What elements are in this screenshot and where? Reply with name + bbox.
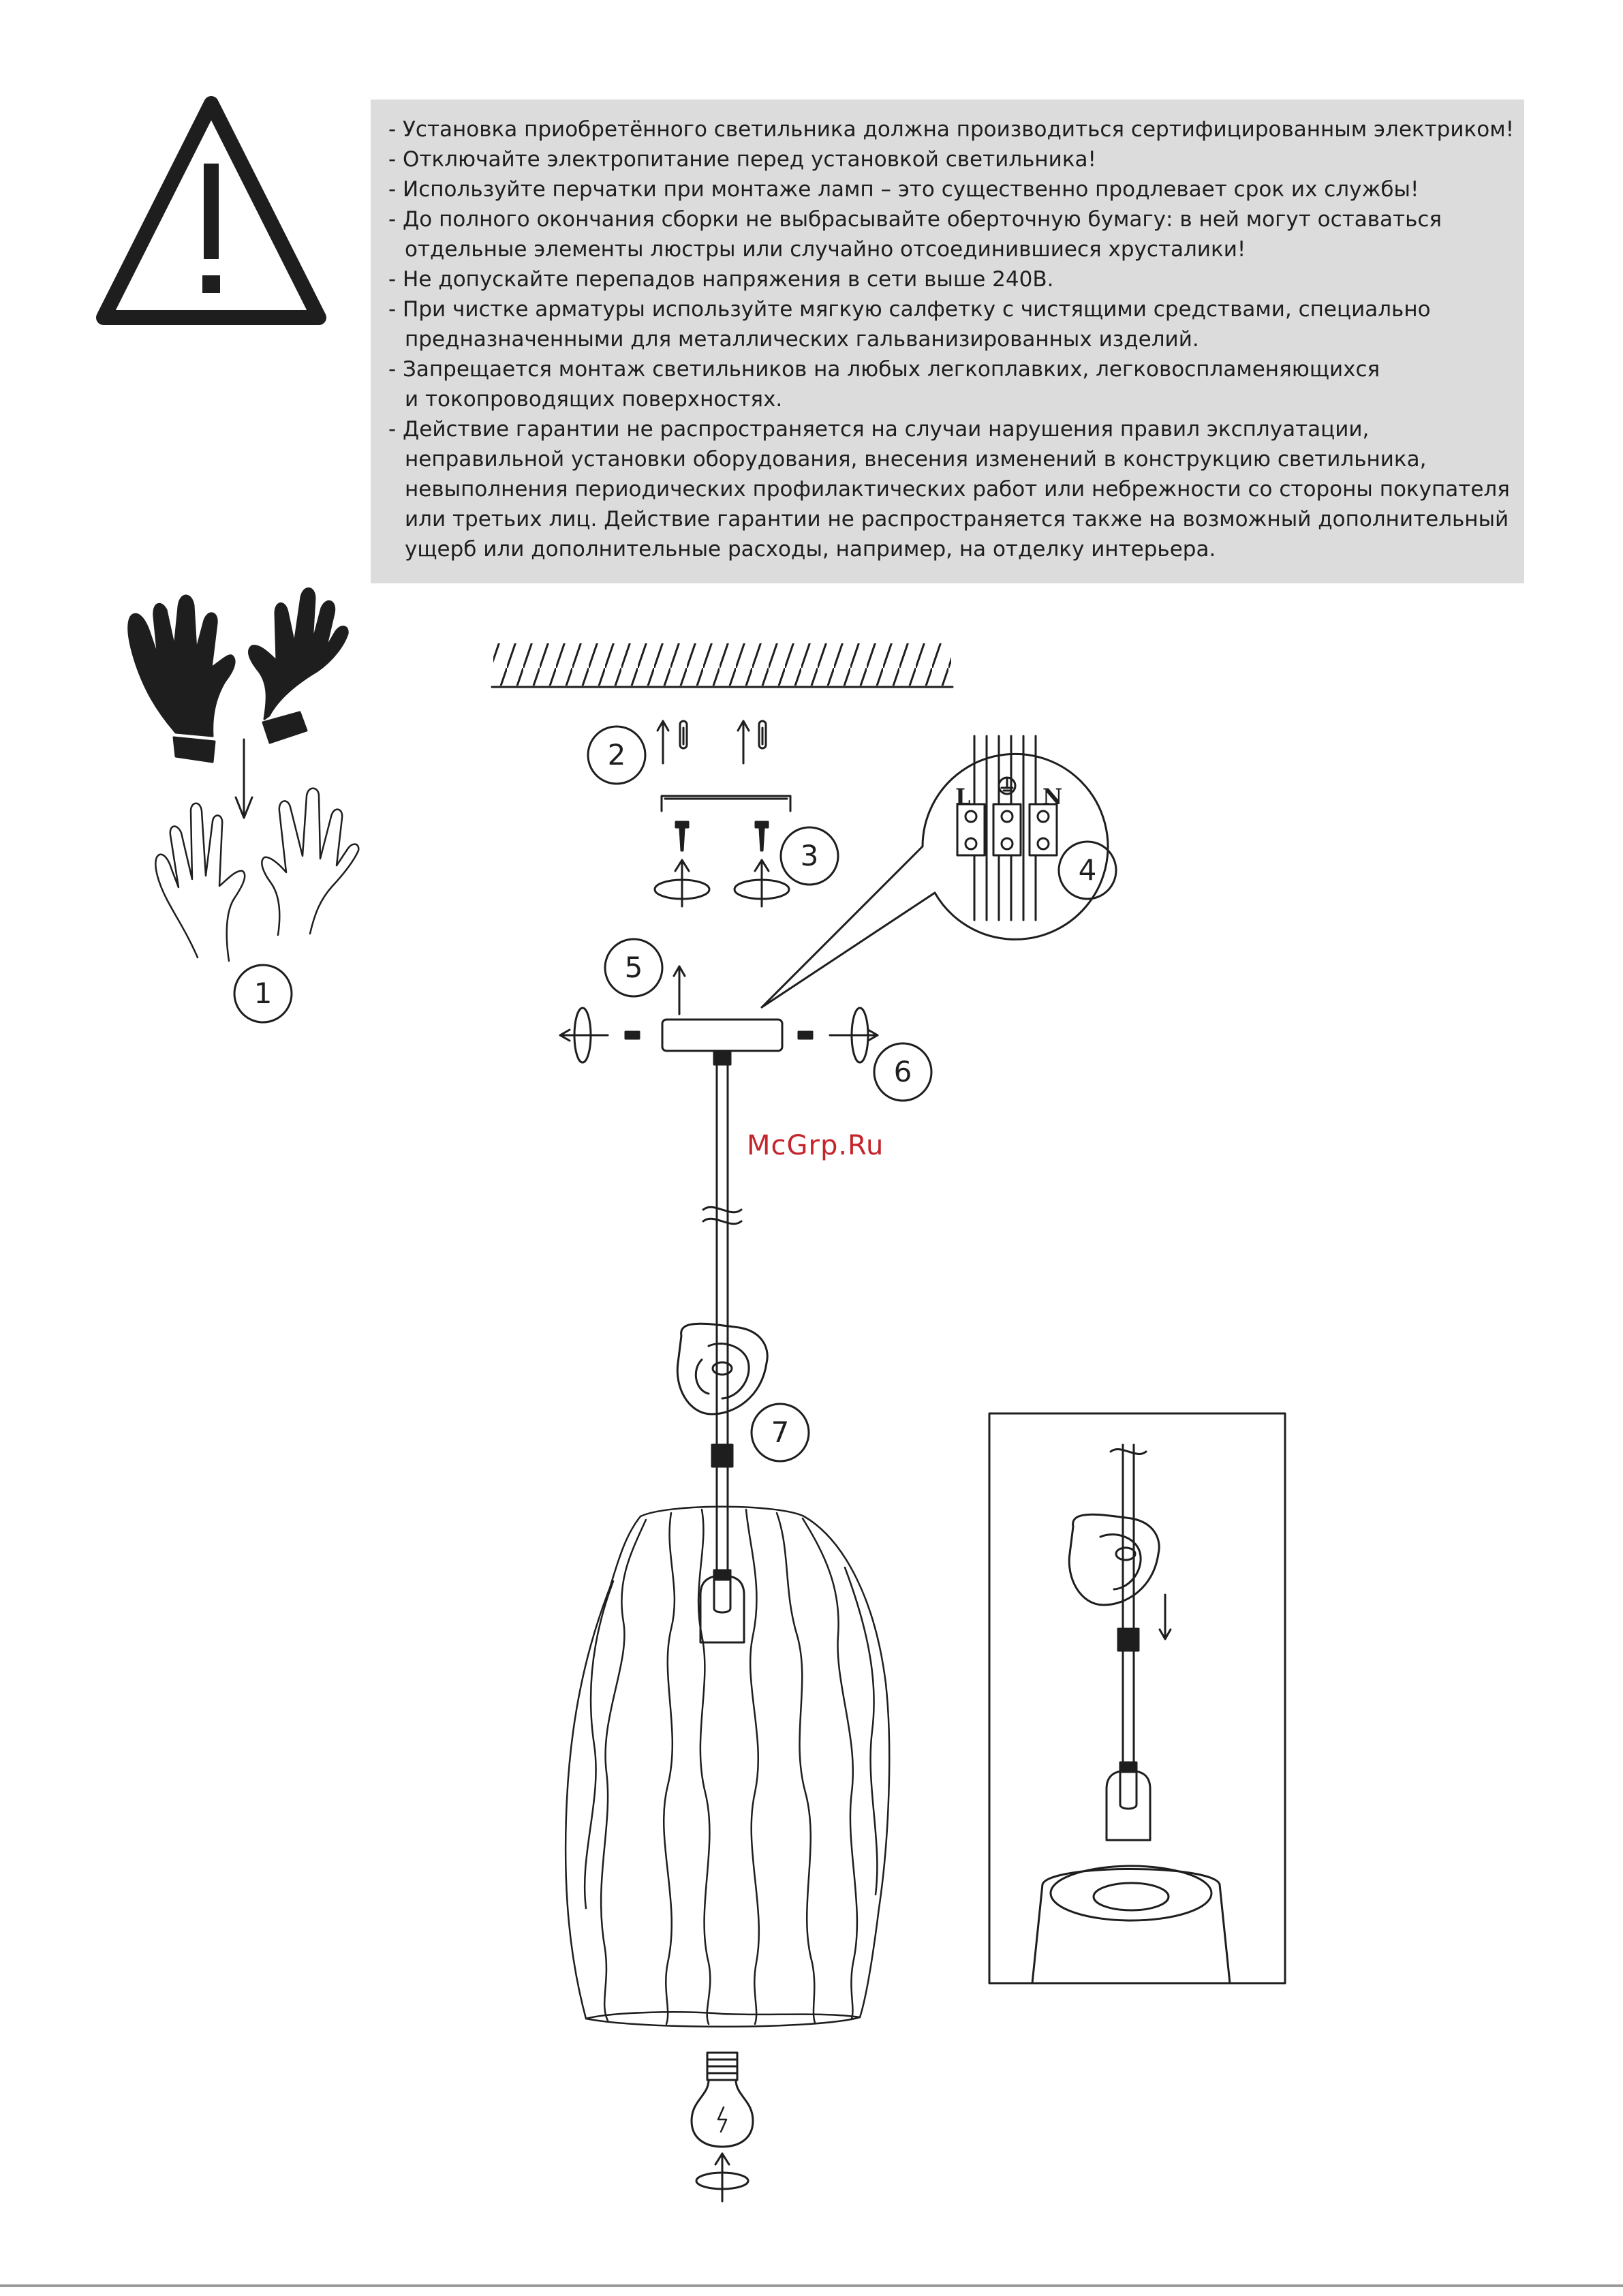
warning-item: - Используйте перчатки при монтаже ламп – это существенно продлевает срок их службы!	[388, 177, 1419, 202]
neutral-terminal-label: N	[1042, 784, 1063, 810]
lamp-shade	[566, 1507, 889, 2027]
warning-item: - Отключайте электропитание перед установкой светильника!	[388, 147, 1096, 172]
bare-hands-icon	[155, 789, 358, 961]
arrow-up-icon	[674, 966, 685, 1014]
warning-item: - Не допускайте перепадов напряжения в сети выше 240В.	[388, 267, 1054, 292]
cable-adjuster	[677, 1323, 767, 1414]
step-number-3: 3	[800, 839, 819, 872]
canopy	[662, 1020, 782, 1065]
ceiling	[492, 643, 953, 687]
step-number-1: 1	[253, 977, 273, 1010]
mounting-bracket	[662, 796, 790, 811]
rotate-arrow-icon	[696, 2154, 748, 2201]
screw-icon	[676, 822, 768, 851]
warning-item: - Запрещается монтаж светильников на любых легкоплавких, легковоспламеняющихся и токопроводящих поверхностях.	[388, 357, 1380, 412]
gloves-icon	[129, 588, 347, 762]
live-terminal-label: L	[955, 784, 971, 810]
detail-inset	[989, 1413, 1285, 1983]
bottom-divider	[0, 2284, 1623, 2287]
bulb-icon	[692, 2053, 753, 2147]
warning-item: - Установка приобретённого светильника должна производиться сертифицированным электриком!	[388, 117, 1515, 142]
rotate-arrow-icon	[655, 860, 789, 906]
step-number-4: 4	[1078, 853, 1097, 887]
warning-item: - До полного окончания сборки не выбрасывайте оберточную бумагу: в ней могут оставаться отдельные элементы люстры или случайно отсоединившиеся хрусталики!	[388, 207, 1442, 262]
step-number-7: 7	[771, 1415, 790, 1449]
step-number-2: 2	[607, 738, 626, 771]
step-number-5: 5	[624, 951, 643, 984]
dowel-icon	[658, 721, 766, 763]
watermark: McGrp.Ru	[747, 1130, 884, 1161]
warning-item: - При чистке арматуры используйте мягкую салфетку с чистящими средствами, специально предназначенными для металлических гальванизированных изделий.	[388, 297, 1431, 352]
step-number-6: 6	[893, 1055, 912, 1088]
suspension-cable	[703, 1065, 741, 1445]
lamp-holder	[700, 1445, 744, 1642]
warning-item: - Действие гарантии не распространяется на случаи нарушения правил эксплуатации, неправильной установки оборудования, внесения изменений в конструкцию светильника, невыполнения периодических профилактических работ или небрежности со стороны покупателя или третьих лиц. Действие гарантии не распространяется также на возможный дополнительный ущерб или дополнительные расходы, например, на отделку интерьера.	[388, 417, 1510, 562]
